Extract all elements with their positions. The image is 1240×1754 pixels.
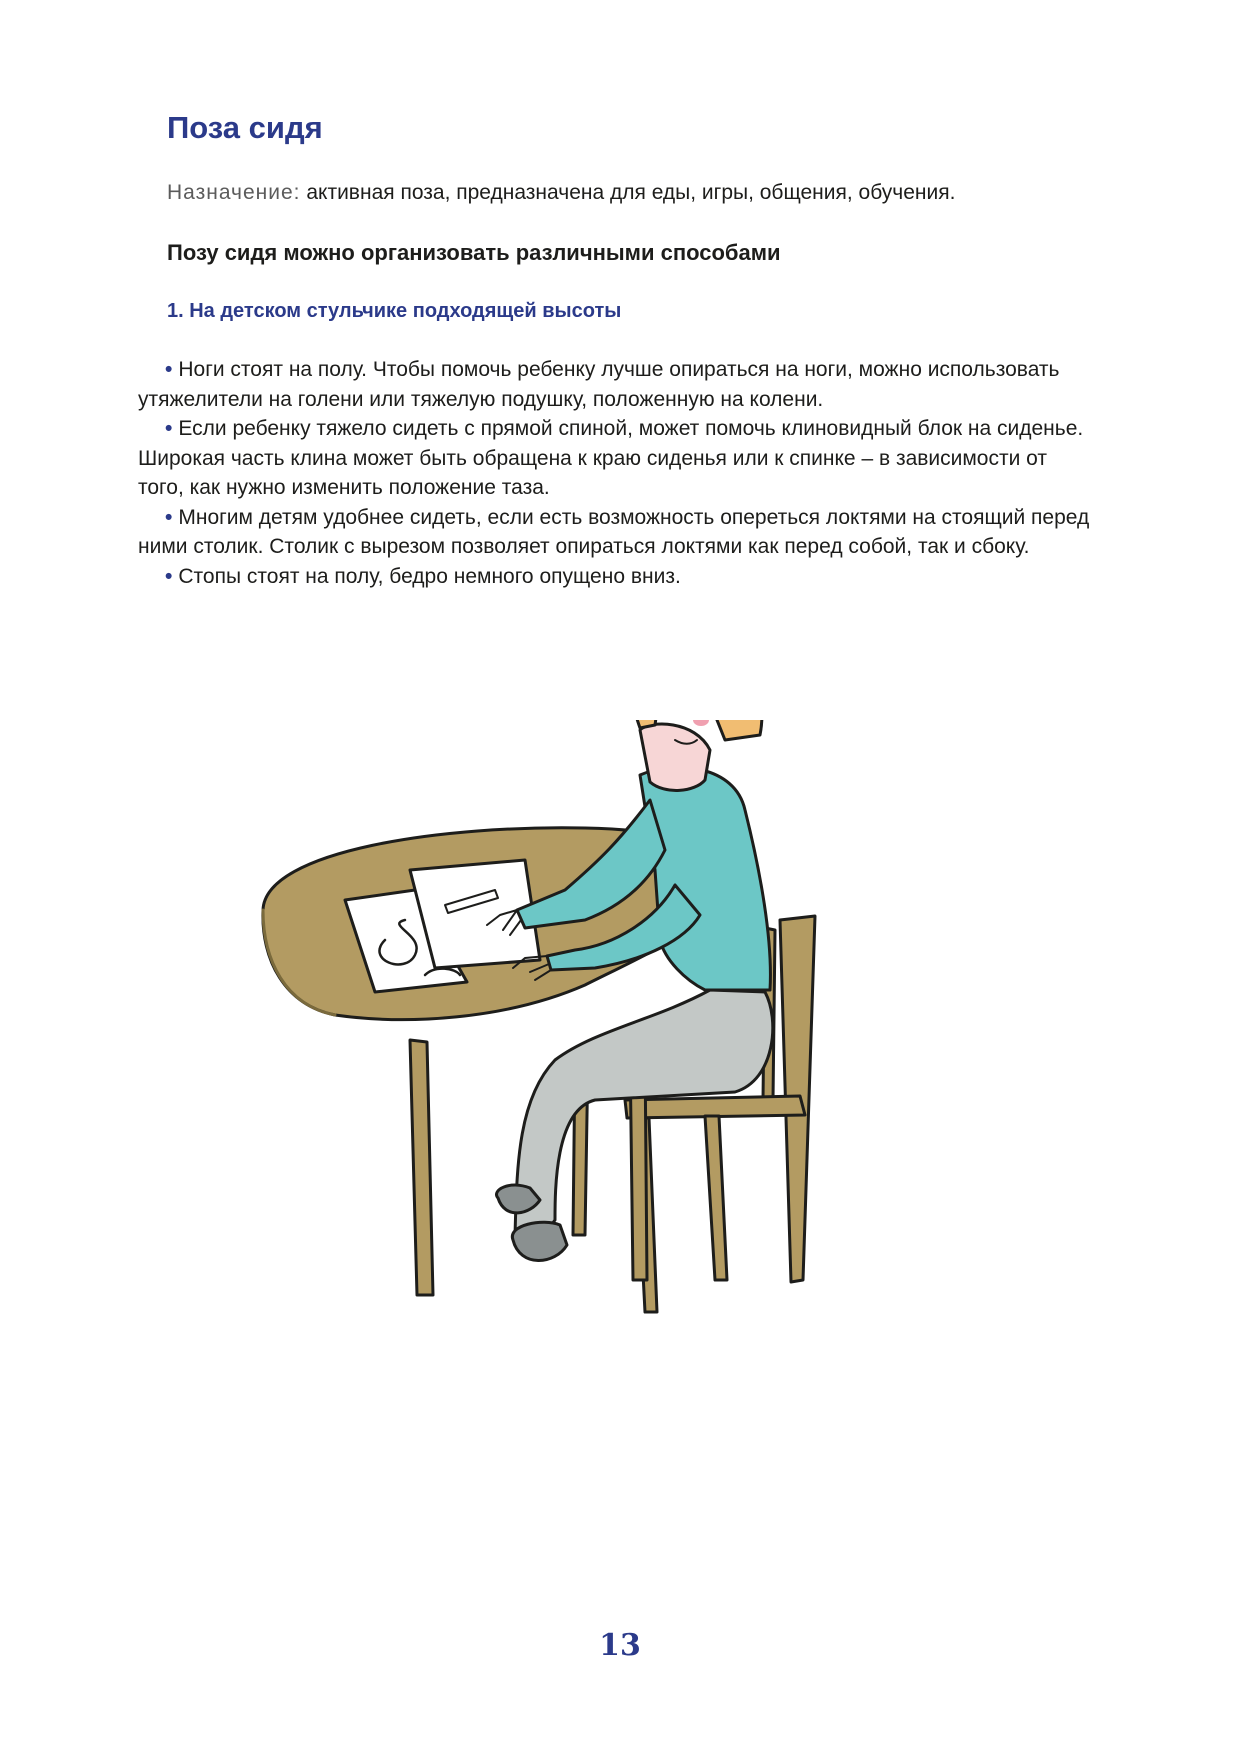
purpose-text: активная поза, предназначена для еды, игры, общения, обучения. bbox=[306, 181, 956, 204]
bullet-marker: • bbox=[165, 505, 173, 529]
child-sitting-at-table-illustration bbox=[255, 720, 895, 1460]
page-number: 13 bbox=[599, 1628, 641, 1663]
bullet-text: Если ребенку тяжело сидеть с прямой спиной, может помочь клиновидный блок на сиденье. Широкая часть клина может быть обращена к краю сиденья или к спинке – в зависимости от того, как нужно изменить положение таза. bbox=[138, 417, 1084, 499]
purpose-label: Назначение: bbox=[167, 181, 301, 204]
bullet-item bbox=[138, 355, 1098, 414]
page-title: Поза сидя bbox=[167, 110, 323, 145]
bullet-marker: • bbox=[165, 564, 173, 588]
purpose-line bbox=[167, 181, 955, 205]
bullet-list bbox=[138, 355, 1098, 591]
bullet-item bbox=[138, 503, 1098, 562]
bullet-marker: • bbox=[165, 417, 173, 440]
bullet-item bbox=[138, 562, 1098, 592]
bullet-marker: • bbox=[165, 358, 173, 381]
bullet-item bbox=[138, 414, 1098, 503]
bullet-text: Многим детям удобнее сидеть, если есть возможность опереться локтями на стоящий перед ними столик. Столик с вырезом позволяет опираться локтями как перед собой, так и сбоку. bbox=[138, 505, 1090, 558]
section-title: 1. На детском стульчике подходящей высоты bbox=[167, 300, 622, 322]
child-head bbox=[630, 720, 761, 790]
bullet-text: Ноги стоят на полу. Чтобы помочь ребенку лучше опираться на ноги, можно использовать утяжелители на голени или тяжелую подушку, положенную на колени. bbox=[138, 358, 1060, 411]
bullet-text: Стопы стоят на полу, бедро немного опущено вниз. bbox=[178, 564, 681, 588]
methods-subheading: Позу сидя можно организовать различными способами bbox=[167, 240, 781, 265]
